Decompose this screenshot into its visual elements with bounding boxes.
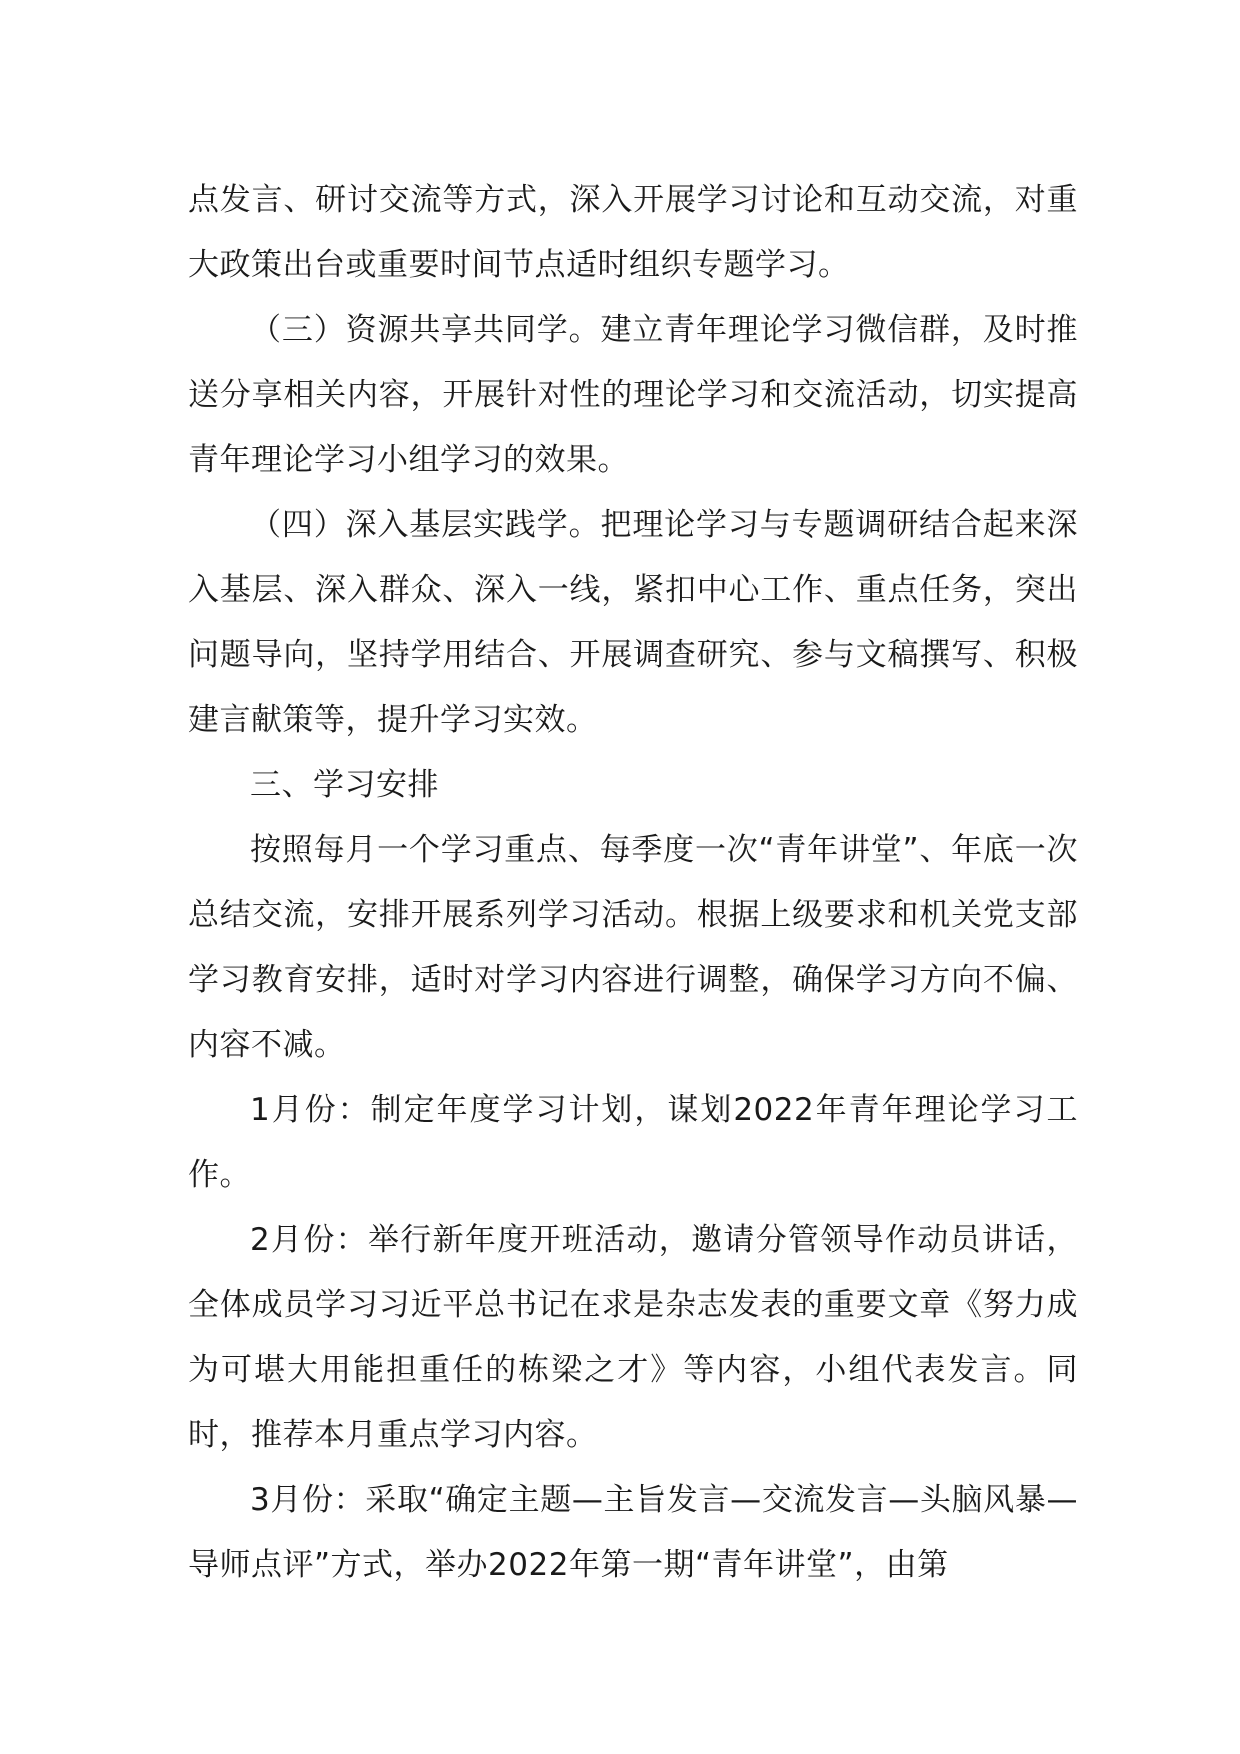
paragraph-continuation: 点发言、研讨交流等方式，深入开展学习讨论和互动交流，对重大政策出台或重要时间节点适时组织专题学习。 xyxy=(188,182,1078,283)
paragraph-february: 2月份：举行新年度开班活动，邀请分管领导作动员讲话，全体成员学习习近平总书记在求是杂志发表的重要文章《努力成为可堪大用能担重任的栋梁之才》等内容，小组代表发言。同时，推荐本月重点学习内容。 xyxy=(188,1222,1078,1453)
paragraph-arrangement-overview: 按照每月一个学习重点、每季度一次“青年讲堂”、年底一次总结交流，安排开展系列学习活动。根据上级要求和机关党支部学习教育安排，适时对学习内容进行调整，确保学习方向不偏、内容不减。 xyxy=(188,832,1078,1063)
paragraph-january: 1月份：制定年度学习计划，谋划2022年青年理论学习工作。 xyxy=(188,1092,1078,1193)
paragraph-grassroots-practice: （四）深入基层实践学。把理论学习与专题调研结合起来深入基层、深入群众、深入一线，紧扣中心工作、重点任务，突出问题导向，坚持学用结合、开展调查研究、参与文稿撰写、积极建言献策等，提升学习实效。 xyxy=(188,507,1078,738)
document-body xyxy=(188,168,1078,1598)
paragraph-march: 3月份：采取“确定主题—主旨发言—交流发言—头脑风暴—导师点评”方式，举办2022年第一期“青年讲堂”，由第 xyxy=(188,1482,1078,1583)
paragraph-resource-sharing: （三）资源共享共同学。建立青年理论学习微信群，及时推送分享相关内容，开展针对性的理论学习和交流活动，切实提高青年理论学习小组学习的效果。 xyxy=(188,312,1078,478)
section-heading-study-arrangement: 三、学习安排 xyxy=(250,767,439,803)
